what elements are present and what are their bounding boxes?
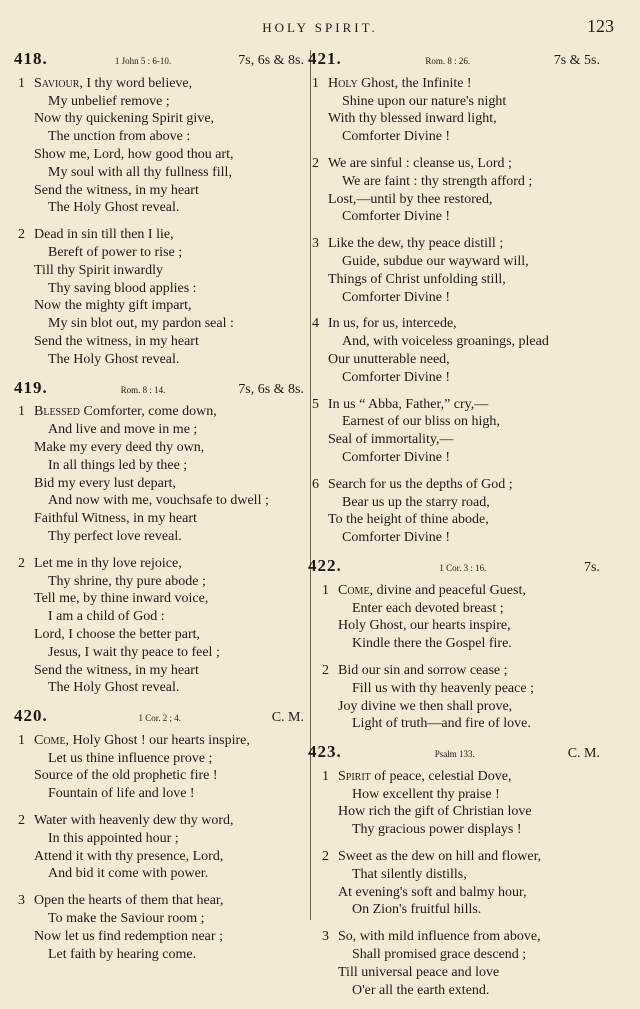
line-text: Let us thine influence prove ; (48, 750, 213, 766)
line-text: Our unutterable need, (328, 351, 450, 367)
verse-line (318, 768, 600, 786)
line-text: Comforter Divine ! (342, 449, 451, 465)
line-text: My sin blot out, my pardon seal : (48, 316, 234, 332)
verse-line (308, 173, 600, 191)
hymn-meter: C. M. (271, 710, 304, 726)
verse-line (14, 510, 304, 528)
line-text: Now let us find redemption near ; (34, 928, 223, 944)
verse-line (14, 830, 304, 848)
line-text: Till thy Spirit inwardly (34, 262, 164, 278)
verse-line (14, 403, 304, 421)
verse-line (14, 75, 304, 93)
line-text: Comforter Divine ! (342, 209, 451, 225)
verse-line (318, 600, 600, 618)
line-text: In us “ Abba, Father,” cry,— (328, 396, 489, 412)
verse-line (14, 315, 304, 333)
stanza-number: 5 (312, 396, 319, 412)
verse-line (14, 608, 304, 626)
first-word: Holy (328, 75, 358, 91)
stanza (14, 555, 304, 697)
line-text: Thy shrine, thy pure abode ; (48, 573, 206, 589)
line-text: Enter each devoted breast ; (352, 600, 504, 616)
hymn-number: 423. (308, 742, 342, 762)
stanza (308, 235, 600, 306)
verse-line (318, 821, 600, 839)
page-number: 123 (587, 16, 614, 36)
line-text: Guide, subdue our wayward will, (342, 253, 529, 269)
stanza (308, 476, 600, 547)
line-text: And, with voiceless groanings, plead (342, 334, 549, 350)
verse-line (308, 128, 600, 146)
stanza (14, 75, 304, 217)
line-text: We are faint : thy strength afford ; (342, 173, 533, 189)
verse-line (14, 767, 304, 785)
line-text: divine and peaceful Guest, (376, 582, 526, 598)
verse-line (318, 786, 600, 804)
stanza (14, 892, 304, 963)
verse-line (14, 573, 304, 591)
verse-line (14, 475, 304, 493)
line-text: Now the mighty gift impart, (34, 298, 192, 314)
verse-line (14, 262, 304, 280)
line-text: Holy Ghost ! our hearts inspire, (72, 732, 250, 748)
stanza-number: 1 (322, 582, 329, 598)
stanza (14, 403, 304, 545)
line-text: Let me in thy love rejoice, (34, 555, 182, 571)
line-text: I am a child of God : (48, 609, 165, 625)
line-text: My unbelief remove ; (48, 93, 170, 109)
stanza-number: 2 (18, 813, 25, 829)
verse-line (14, 848, 304, 866)
verse-line (318, 715, 600, 733)
verse-line (308, 449, 600, 467)
stanza (308, 75, 600, 146)
stanza (318, 928, 600, 999)
verse-line (14, 892, 304, 910)
verse-line (318, 582, 600, 600)
verse-line (14, 626, 304, 644)
line-text: Show me, Lord, how good thou art, (34, 146, 234, 162)
line-text: Comforter Divine ! (342, 369, 451, 385)
stanza-number: 1 (18, 75, 25, 91)
line-text: Bereft of power to rise ; (48, 244, 183, 260)
line-text: And bid it come with power. (48, 866, 209, 882)
verse-line (318, 901, 600, 919)
stanza-number: 2 (322, 662, 329, 678)
verse-line (308, 494, 600, 512)
stanza-number: 3 (312, 236, 319, 252)
hymn (14, 379, 304, 698)
hymn-header (308, 743, 600, 764)
right-column (308, 50, 600, 1009)
verse-line (14, 457, 304, 475)
verse-line (14, 297, 304, 315)
line-text: So, with mild influence from above, (338, 929, 541, 945)
line-text: The Holy Ghost reveal. (48, 351, 180, 367)
scripture-reference: Psalm 133. (434, 749, 475, 760)
line-text: Till universal peace and love (338, 964, 500, 980)
hymn (308, 743, 600, 999)
verse-line (318, 803, 600, 821)
line-text: In this appointed hour ; (48, 830, 179, 846)
verse-line (14, 732, 304, 750)
line-text: Bid my every lust depart, (34, 475, 176, 491)
scripture-reference: Rom. 8 : 14. (120, 384, 166, 395)
stanza (308, 315, 600, 386)
hymn-meter: C. M. (567, 746, 600, 762)
line-text: Thy gracious power displays ! (352, 822, 522, 838)
verse-line (308, 208, 600, 226)
verse-line (318, 866, 600, 884)
scripture-reference: 1 Cor. 2 ; 4. (138, 713, 181, 724)
line-text: Seal of immortality,— (328, 432, 454, 448)
first-word: Come, (34, 732, 70, 748)
verse-line (318, 928, 600, 946)
verse-line (318, 617, 600, 635)
line-text: We are sinful : cleanse us, Lord ; (328, 155, 512, 171)
verse-line (14, 910, 304, 928)
verse-line (14, 679, 304, 697)
verse-line (318, 964, 600, 982)
verse-line (14, 928, 304, 946)
verse-line (318, 698, 600, 716)
stanza-number: 2 (18, 555, 25, 571)
verse-line (318, 662, 600, 680)
hymn (308, 50, 600, 547)
line-text: With thy blessed inward light, (328, 111, 497, 127)
stanza (318, 662, 600, 733)
verse-line (308, 413, 600, 431)
line-text: Tell me, by thine inward voice, (34, 591, 209, 607)
hymn-header (308, 50, 600, 71)
line-text: Holy Ghost, our hearts inspire, (338, 618, 511, 634)
line-text: In us, for us, intercede, (328, 316, 457, 332)
line-text: Like the dew, thy peace distill ; (328, 236, 504, 252)
verse-line (14, 785, 304, 803)
verse-line (308, 191, 600, 209)
verse-line (308, 396, 600, 414)
line-text: Earnest of our bliss on high, (342, 414, 500, 430)
stanza (308, 396, 600, 467)
stanza (14, 812, 304, 883)
line-text: Now thy quickening Spirit give, (34, 111, 215, 127)
verse-line (14, 351, 304, 369)
hymn (14, 707, 304, 963)
verse-line (308, 253, 600, 271)
stanza-number: 6 (312, 476, 319, 492)
line-text: O'er all the earth extend. (352, 982, 490, 998)
stanza (318, 768, 600, 839)
line-text: Ghost, the Infinite ! (361, 75, 472, 91)
line-text: Shine upon our nature's night (342, 93, 507, 109)
line-text: I thy word believe, (86, 75, 193, 91)
hymn-header (308, 557, 600, 578)
verse-line (14, 244, 304, 262)
line-text: Send the witness, in my heart (34, 662, 199, 678)
stanza (14, 226, 304, 368)
hymn (308, 557, 600, 733)
line-text: That silently distills, (352, 866, 467, 882)
verse-line (14, 662, 304, 680)
hymn-number: 419. (14, 377, 48, 397)
verse-line (14, 492, 304, 510)
line-text: Fill us with thy heavenly peace ; (352, 680, 534, 696)
left-column (14, 50, 304, 973)
verse-line (318, 982, 600, 1000)
hymn-meter: 7s, 6s & 8s. (238, 53, 304, 68)
line-text: And live and move in me ; (48, 422, 198, 438)
line-text: At evening's soft and balmy hour, (338, 884, 527, 900)
stanza (318, 848, 600, 919)
line-text: Thy perfect love reveal. (48, 528, 182, 544)
line-text: On Zion's fruitful hills. (352, 902, 482, 918)
hymn-meter: 7s & 5s. (553, 53, 600, 68)
hymn-body (308, 582, 600, 733)
first-word: Come, (338, 582, 374, 598)
verse-line (308, 75, 600, 93)
verse-line (14, 421, 304, 439)
verse-line (308, 155, 600, 173)
verse-line (308, 333, 600, 351)
stanza (308, 155, 600, 226)
line-text: My soul with all thy fullness fill, (48, 164, 232, 180)
verse-line (308, 315, 600, 333)
line-text: Send the witness, in my heart (34, 182, 199, 198)
line-text: And now with me, vouchsafe to dwell ; (48, 493, 269, 509)
stanza-number: 1 (312, 75, 319, 91)
verse-line (14, 865, 304, 883)
line-text: The Holy Ghost reveal. (48, 680, 180, 696)
line-text: Comforter Divine ! (342, 530, 451, 546)
line-text: To the height of thine abode, (328, 512, 489, 528)
verse-line (14, 146, 304, 164)
line-text: Shall promised grace descend ; (352, 947, 527, 963)
hymn (14, 50, 304, 369)
stanza-number: 1 (18, 732, 25, 748)
line-text: of peace, celestial Dove, (374, 768, 512, 784)
verse-line (318, 680, 600, 698)
first-word: Spirit (338, 768, 371, 784)
hymn-header (14, 50, 304, 71)
line-text: Comforter Divine ! (342, 289, 451, 305)
line-text: Jesus, I wait thy peace to feel ; (48, 644, 220, 660)
line-text: Joy divine we then shall prove, (338, 698, 513, 714)
verse-line (318, 884, 600, 902)
running-head: HOLY SPIRIT. (262, 20, 378, 35)
verse-line (14, 110, 304, 128)
verse-line (308, 110, 600, 128)
line-text: Attend it with thy presence, Lord, (34, 848, 224, 864)
stanza-number: 2 (322, 849, 329, 865)
line-text: Lord, I choose the better part, (34, 626, 200, 642)
hymn-number: 422. (308, 555, 342, 575)
verse-line (318, 635, 600, 653)
line-text: Light of truth—and fire of love. (352, 716, 531, 732)
hymn-body (14, 732, 304, 964)
verse-line (308, 93, 600, 111)
line-text: Fountain of life and love ! (48, 786, 195, 802)
line-text: In all things led by thee ; (48, 457, 188, 473)
verse-line (14, 590, 304, 608)
line-text: The unction from above : (48, 129, 191, 145)
verse-line (308, 511, 600, 529)
verse-line (308, 431, 600, 449)
line-text: Sweet as the dew on hill and flower, (338, 849, 542, 865)
verse-line (308, 271, 600, 289)
stanza (14, 732, 304, 803)
line-text: Things of Christ unfolding still, (328, 271, 506, 287)
verse-line (308, 351, 600, 369)
hymn-body (14, 403, 304, 697)
verse-line (14, 528, 304, 546)
verse-line (14, 128, 304, 146)
hymn-meter: 7s. (584, 559, 600, 575)
hymn-header (14, 707, 304, 728)
hymn-number: 418. (14, 49, 48, 68)
scripture-reference: 1 Cor. 3 : 16. (439, 562, 487, 573)
scripture-reference: 1 John 5 : 6-10. (114, 56, 172, 66)
stanza-number: 2 (312, 155, 319, 171)
verse-line (14, 750, 304, 768)
stanza-number: 3 (322, 929, 329, 945)
verse-line (308, 369, 600, 387)
line-text: Thy saving blood applies : (48, 280, 197, 296)
line-text: How excellent thy praise ! (352, 786, 500, 802)
verse-line (308, 235, 600, 253)
line-text: Source of the old prophetic fire ! (34, 768, 218, 784)
line-text: Kindle there the Gospel fire. (352, 636, 512, 652)
first-word: Saviour, (34, 75, 83, 91)
verse-line (318, 848, 600, 866)
verse-line (14, 164, 304, 182)
verse-line (14, 226, 304, 244)
line-text: The Holy Ghost reveal. (48, 200, 180, 216)
verse-line (14, 644, 304, 662)
stanza-number: 4 (312, 316, 319, 332)
hymn-body (308, 768, 600, 1000)
verse-line (14, 199, 304, 217)
verse-line (308, 476, 600, 494)
verse-line (14, 555, 304, 573)
hymn-meter: 7s, 6s & 8s. (238, 381, 304, 397)
line-text: Water with heavenly dew thy word, (34, 813, 234, 829)
verse-line (14, 280, 304, 298)
line-text: Make my every deed thy own, (34, 439, 205, 455)
stanza-number: 1 (18, 404, 25, 420)
verse-line (14, 812, 304, 830)
first-word: Blessed (34, 404, 81, 420)
hymn-number: 420. (14, 706, 48, 726)
verse-line (14, 182, 304, 200)
verse-line (14, 439, 304, 457)
verse-line (318, 946, 600, 964)
hymn-number: 421. (308, 49, 342, 68)
scripture-reference: Rom. 8 : 26. (425, 56, 471, 66)
line-text: Search for us the depths of God ; (328, 476, 513, 492)
hymn-body (308, 75, 600, 547)
hymn-header (14, 379, 304, 400)
stanza-number: 2 (18, 227, 25, 243)
verse-line (308, 289, 600, 307)
hymn-body (14, 75, 304, 369)
stanza (318, 582, 600, 653)
line-text: Bear us up the starry road, (342, 494, 490, 510)
line-text: Let faith by hearing come. (48, 946, 197, 962)
line-text: Faithful Witness, in my heart (34, 511, 197, 527)
verse-line (14, 333, 304, 351)
stanza-number: 1 (322, 768, 329, 784)
stanza-number: 3 (18, 893, 25, 909)
line-text: Lost,—until by thee restored, (328, 191, 493, 207)
verse-line (14, 946, 304, 964)
line-text: To make the Saviour room ; (48, 911, 205, 927)
verse-line (308, 529, 600, 547)
line-text: Bid our sin and sorrow cease ; (338, 662, 508, 678)
line-text: Comforter, come down, (83, 404, 217, 420)
line-text: Comforter Divine ! (342, 129, 451, 145)
line-text: Dead in sin till then I lie, (34, 227, 174, 243)
line-text: How rich the gift of Christian love (338, 804, 532, 820)
verse-line (14, 93, 304, 111)
line-text: Send the witness, in my heart (34, 333, 199, 349)
line-text: Open the hearts of them that hear, (34, 893, 224, 909)
